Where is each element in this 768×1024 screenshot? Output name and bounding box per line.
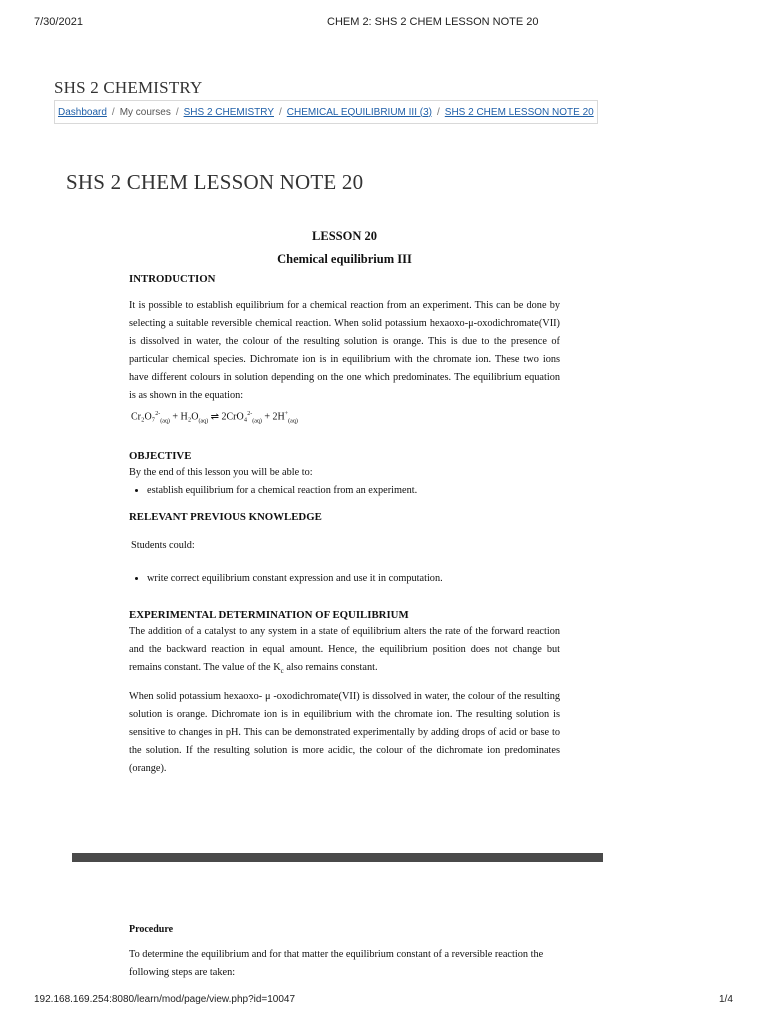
introduction-heading: INTRODUCTION [129,273,216,285]
equilibrium-equation: $Cr_2O_7^{2-}_{(aq)} + H_2O_{(aq)}$ ⇌ $2CrO_4^{2-}_{(aq)} + 2H^+_{(aq)}$ [131,411,298,425]
breadcrumb-separator: / [437,106,440,118]
course-title[interactable]: SHS 2 CHEMISTRY [54,78,203,97]
objective-heading: OBJECTIVE [129,450,192,463]
previous-knowledge-list [129,570,560,588]
experimental-paragraph-1: The addition of a catalyst to any system in a state of equilibrium alters the rate of the forward reaction and the backward reaction in equal amount. Hence, the equilibrium position does not change but remains constant. The value of the $K_c$ also remains constant. [129,626,560,676]
breadcrumb-course[interactable]: SHS 2 CHEMISTRY [183,106,274,118]
previous-knowledge-heading: RELEVANT PREVIOUS KNOWLEDGE [129,511,322,524]
introduction-text: It is possible to establish equilibrium for a chemical reaction from an experiment. This can be done by selecting a suitable reversible chemical reaction. When solid potassium hexaoxo-μ-oxodichromate(VII) is dissolved in water, the colour of the resulting solution is orange. This is due to the presence of particular chemical species. Dichromate ion is in equilibrium with the chromate ion. These two ions have different colours in solution depending on the one which predominates. The equilibrium equation is as shown in the equation: [129,300,560,401]
breadcrumb-section[interactable]: CHEMICAL EQUILIBRIUM III (3) [286,106,432,118]
print-title: CHEM 2: SHS 2 CHEM LESSON NOTE 20 [327,16,539,28]
lesson-number: LESSON 20 [312,229,377,243]
breadcrumb-separator: / [111,106,115,118]
breadcrumb-current-page[interactable]: SHS 2 CHEM LESSON NOTE 20 [444,106,594,118]
breadcrumb-dashboard[interactable]: Dashboard [58,106,107,118]
breadcrumb-separator: / [279,106,282,118]
objective-list [129,482,560,500]
lesson-content [129,228,560,778]
page-title: SHS 2 CHEM LESSON NOTE 20 [66,170,364,194]
objective-lead: By the end of this lesson you will be able to: [129,467,313,479]
breadcrumb [54,100,598,124]
breadcrumb-my-courses: My courses [119,106,171,118]
print-page-number: 1/4 [719,994,733,1005]
print-url: 192.168.169.254:8080/learn/mod/page/view.php?id=10047 [34,994,296,1005]
breadcrumb-separator: / [175,106,179,118]
experimental-heading: EXPERIMENTAL DETERMINATION OF EQUILIBRIUM [129,609,409,622]
page-divider [72,853,603,862]
previous-knowledge-lead: Students could: [131,540,195,552]
procedure-heading: Procedure [129,924,174,935]
procedure-section [129,922,560,982]
list-item: • establish equilibrium for a chemical reaction from an experiment. [147,482,560,500]
print-date: 7/30/2021 [34,16,83,28]
experimental-paragraph-2: When solid potassium hexaoxo- μ -oxodichromate(VII) is dissolved in water, the colour of the resulting solution is orange. Dichromate ion is in equilibrium with the chromate ion. The resulting solution is sensitive to changes in pH. This can be demonstrated experimentally by adding drops of acid or base to the solution. If the resulting solution is more acidic, the colour of the dichromate ion predominates (orange). [129,691,560,775]
lesson-subtitle: Chemical equilibrium III [277,252,412,266]
list-item: • write correct equilibrium constant expression and use it in computation. [147,570,560,588]
procedure-text: To determine the equilibrium and for that matter the equilibrium constant of a reversible reaction the following steps are taken: [129,949,544,978]
